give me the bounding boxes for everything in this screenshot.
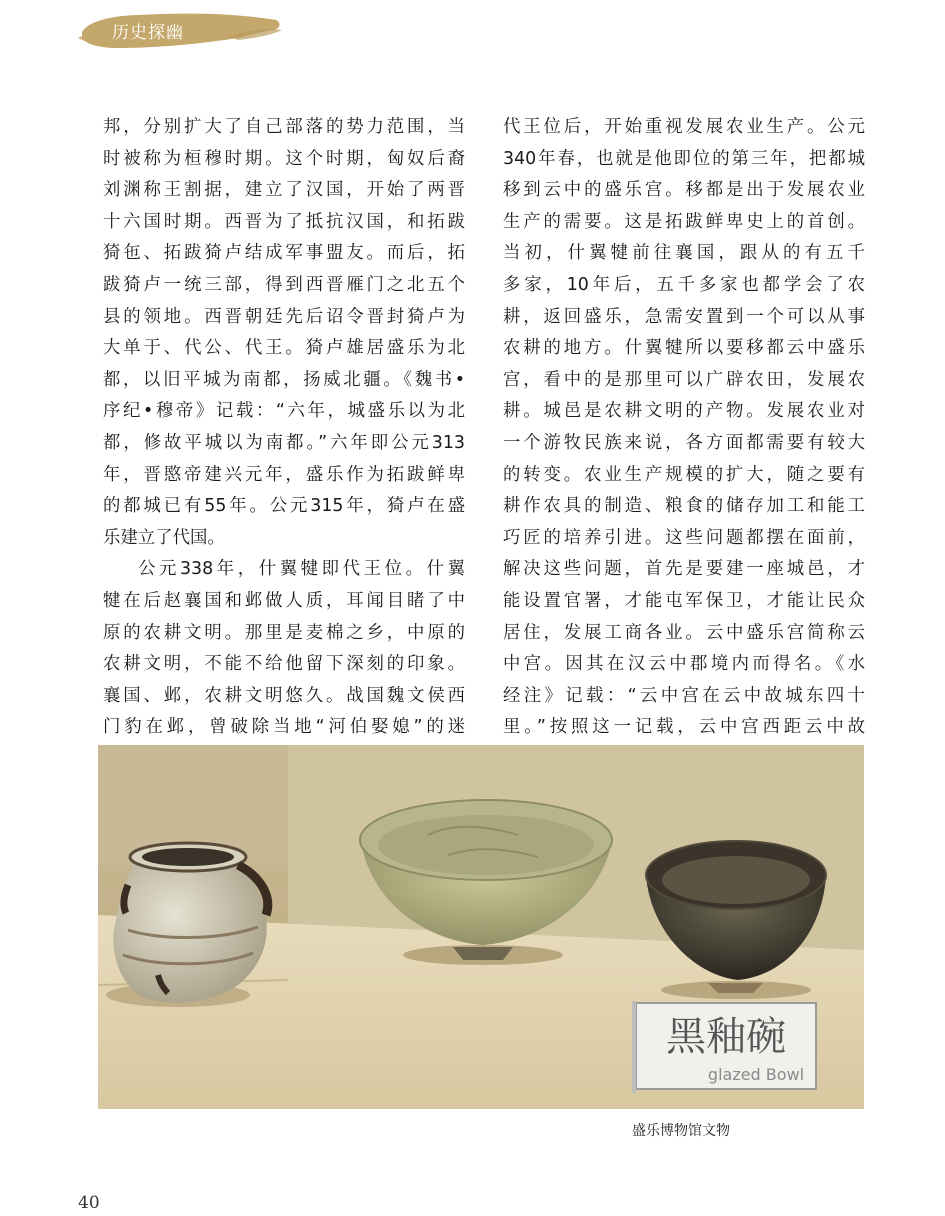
text-line: 邦，分别扩大了自己部落的势力范围，当 [103,117,465,137]
text-line: 时被称为桓穆时期。这个时期，匈奴后裔 [103,148,465,169]
text-line: 门豹在邺，曾破除当地“河伯娶媳”的迷 [103,717,465,738]
right-column [503,112,865,775]
text-line: 耕作农具的制造、粮食的储存加工和能工 [503,496,865,517]
text-line: 农耕的地方。什翼犍所以要移都云中盛乐 [503,338,865,359]
text-line: 多家，10年后，五千多家也都学会了农 [503,274,865,295]
text-line: 移到云中的盛乐宫。移都是出于发展农业 [503,180,865,201]
text-line: 里。”按照这一记载，云中宫西距云中故 [503,717,865,738]
exhibit-sign [632,1001,816,1093]
paragraph-1 [103,112,465,554]
text-line: 代王位后，开始重视发展农业生产。公元 [503,117,865,137]
text-line: 的转变。农业生产规模的扩大，随之要有 [503,464,865,485]
page-number: 40 [78,1193,100,1213]
text-line: 巧匠的培养引进。这些问题都摆在面前， [503,527,865,548]
text-line: 原的农耕文明。那里是麦棉之乡，中原的 [103,622,465,643]
text-line: 乐建立了代国。 [103,527,225,548]
text-line: 340年春，也就是他即位的第三年，把都城 [503,148,865,169]
paragraph-3 [503,112,865,775]
text-line: 都，修故平城以为南都。”六年即公元313 [103,432,465,453]
text-line: 序纪•穆帝》记载：“六年，城盛乐以为北 [103,401,465,422]
text-line: 耕。城邑是农耕文明的产物。发展农业对 [503,401,865,422]
text-line: 大单于、代公、代王。猗卢雄居盛乐为北 [103,338,465,359]
text-line: 中宫。因其在汉云中郡境内而得名。《水 [503,654,865,675]
text-line: 刘渊称王割据，建立了汉国，开始了两晋 [103,180,465,201]
exhibit-sign-title: 黑釉碗 [666,1014,786,1060]
text-line: 宫，看中的是那里可以广辟农田，发展农 [503,369,865,390]
text-line: 年，晋愍帝建兴元年，盛乐作为拓跋鲜卑 [103,464,465,485]
section-title: 历史探幽 [112,23,184,43]
text-line: 一个游牧民族来说，各方面都需要有较大 [503,432,865,453]
left-column [103,112,465,775]
text-line: 农耕文明，不能不给他留下深刻的印象。 [103,654,465,675]
exhibit-sign-subtitle: glazed Bowl [707,1065,805,1084]
text-line: 都，以旧平城为南都，扬威北疆。《魏书• [103,369,465,390]
text-line: 犍在后赵襄国和邺做人质，耳闻目睹了中 [103,590,465,611]
text-line: 能设置官署，才能屯军保卫，才能让民众 [503,590,865,611]
text-line: 公元338年，什翼犍即代王位。什翼 [138,559,465,580]
section-header [78,8,283,52]
text-line: 襄国、邺，农耕文明悠久。战国魏文侯西 [103,685,465,706]
artifact-photo [98,745,864,1109]
text-line: 生产的需要。这是拓跋鲜卑史上的首创。 [503,211,865,232]
text-line: 当初，什翼犍前往襄国，跟从的有五千 [503,243,865,264]
paragraph-2 [103,554,465,775]
text-line: 县的领地。西晋朝廷先后诏令晋封猗卢为 [103,306,465,327]
text-line: 猗㐌、拓跋猗卢结成军事盟友。而后，拓 [103,243,465,264]
text-line: 居住，发展工商各业。云中盛乐宫简称云 [503,622,865,643]
text-line: 跋猗卢一统三部，得到西晋雁门之北五个 [103,274,465,295]
text-line: 的都城已有55年。公元315年，猗卢在盛 [103,496,465,517]
text-line: 经注》记载：“云中宫在云中故城东四十 [503,685,865,706]
text-line: 解决这些问题，首先是要建一座城邑，才 [503,559,865,580]
photo-caption: 盛乐博物馆文物 [632,1123,730,1139]
text-line: 耕，返回盛乐，急需安置到一个可以从事 [503,306,865,327]
text-line: 十六国时期。西晋为了抵抗汉国，和拓跋 [103,211,465,232]
